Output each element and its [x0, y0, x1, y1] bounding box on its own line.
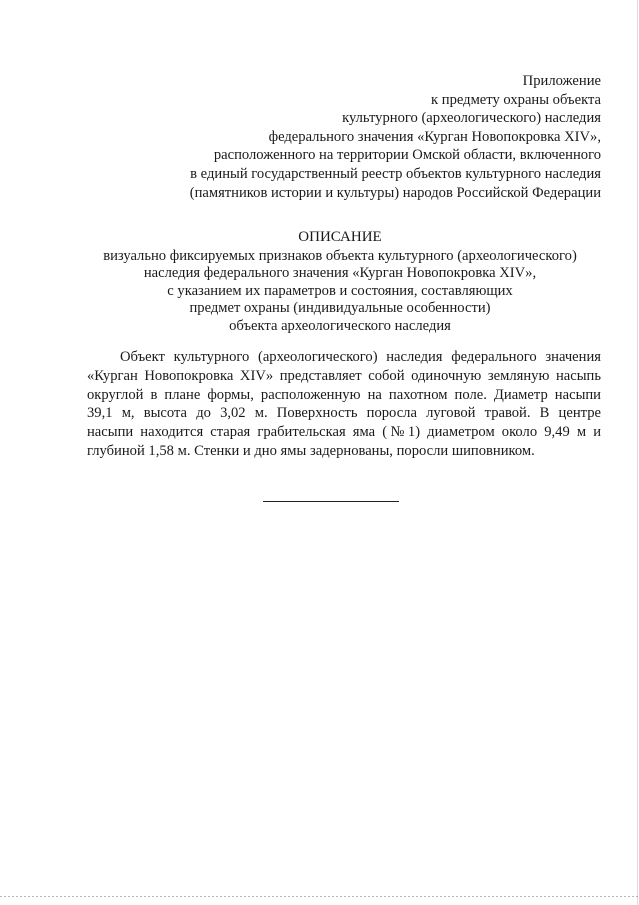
appendix-header-line: федерального значения «Курган Новопокровка XIV»,: [268, 128, 601, 145]
paragraph-line: 39,1 м, высота до 3,02 м. Поверхность поросла луговой травой. В центре: [87, 405, 601, 422]
description-paragraph: [87, 348, 601, 461]
closing-divider: [263, 501, 399, 502]
paragraph-line: Объект культурного (археологического) наследия федерального значения: [120, 349, 601, 365]
appendix-header-line: (памятников истории и культуры) народов Российской Федерации: [189, 184, 601, 201]
paragraph-line: насыпи находится старая грабительская яма (№1) диаметром около 9,49 м и: [87, 424, 601, 441]
appendix-header: [131, 72, 601, 202]
subtitle-line: с указанием их параметров и состояния, составляющих: [167, 282, 513, 299]
page-title: ОПИСАНИЕ: [298, 229, 382, 245]
appendix-header-line: к предмету охраны объекта: [431, 91, 601, 108]
subtitle-line: предмет охраны (индивидуальные особенности): [189, 300, 491, 317]
scan-bottom-line: [0, 896, 639, 897]
appendix-header-line: культурного (археологического) наследия: [342, 110, 601, 127]
subtitle-line: наследия федерального значения «Курган Новопокровка XIV»,: [143, 265, 537, 282]
paragraph-line: глубиной 1,58 м. Стенки и дно ямы задернованы, поросли шиповником.: [87, 442, 535, 459]
appendix-header-line: в единый государственный реестр объектов культурного наследия: [190, 165, 601, 182]
paragraph-line: «Курган Новопокровка XIV» представляет собой одиночную земляную насыпь: [87, 367, 601, 384]
subtitle-line: визуально фиксируемых признаков объекта культурного (археологического): [103, 247, 577, 264]
description-title: [60, 229, 620, 336]
subtitle-line: объекта археологического наследия: [229, 317, 451, 334]
appendix-header-line: Приложение: [522, 73, 601, 89]
appendix-header-line: расположенного на территории Омской области, включенного: [213, 147, 601, 164]
paragraph-line: округлой в плане формы, расположенную на пахотном поле. Диаметр насыпи: [87, 386, 601, 403]
scan-edge-line: [637, 0, 638, 905]
